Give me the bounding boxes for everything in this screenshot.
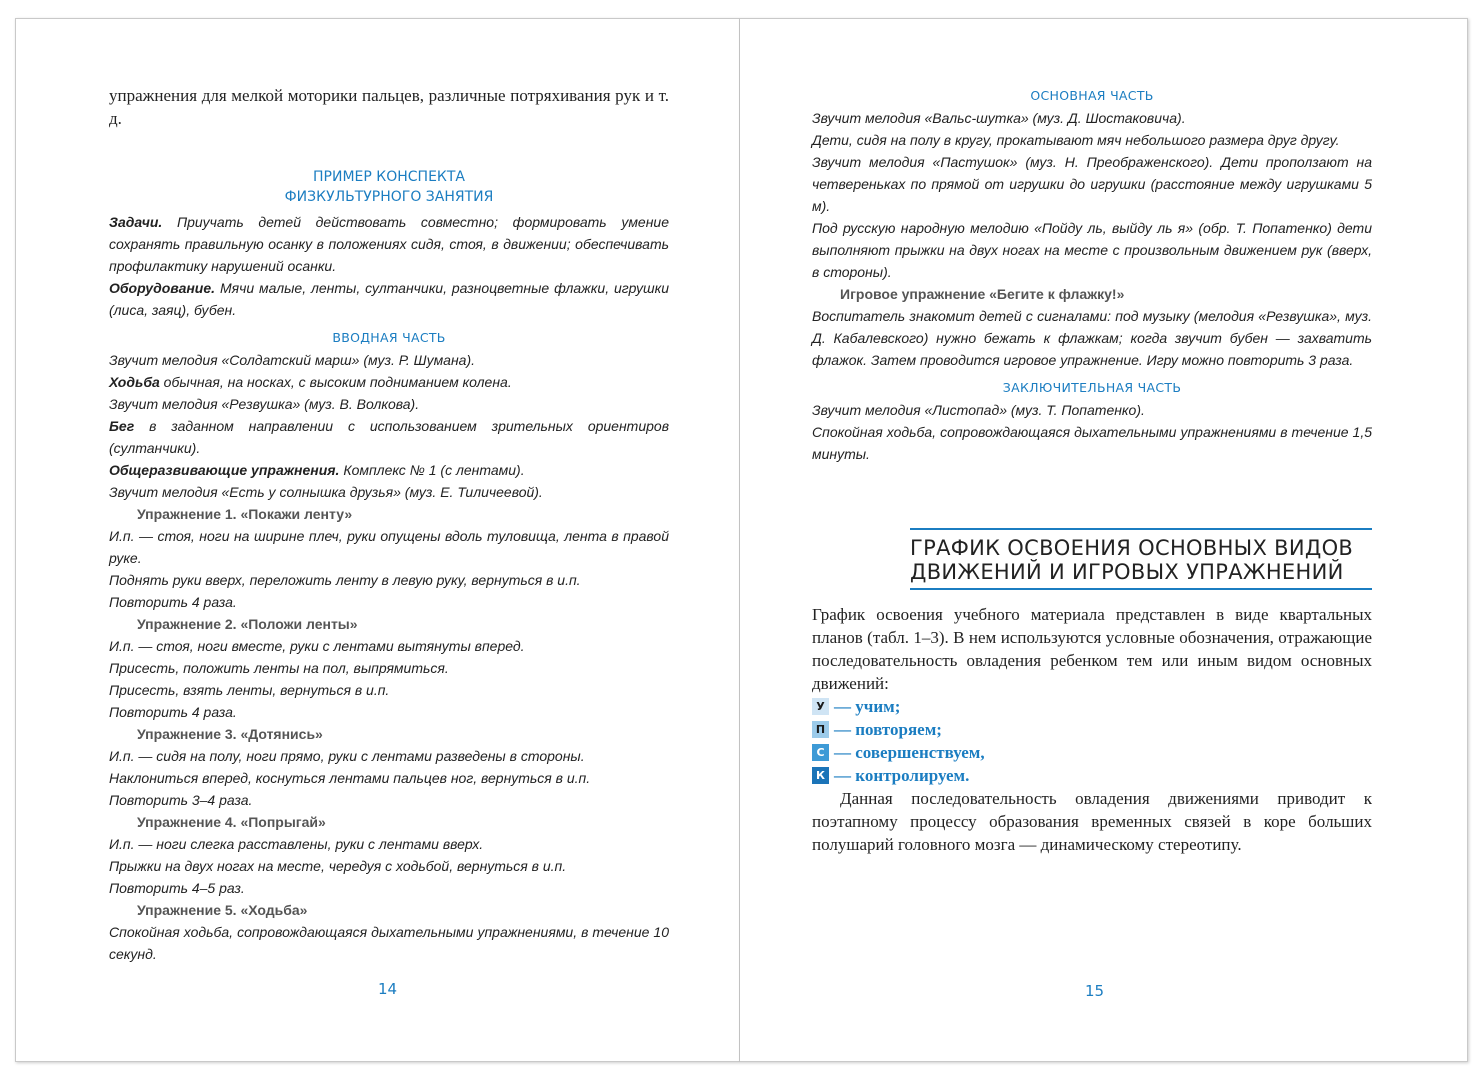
exercise-4-start: И.п. — ноги слегка расставлены, руки с лентами вверх. xyxy=(109,836,484,852)
exercise-5-title: Упражнение 5. «Ходьба» xyxy=(137,902,308,918)
walk-text: обычная, на носках, с высоким подниманием колена. xyxy=(163,374,512,390)
main-line-3: Звучит мелодия «Пастушок» (муз. Н. Преображенского). Дети проползают на четвереньках по прямой от игрушки до игрушки (расстояние между игрушками 5 м). xyxy=(812,154,1372,214)
tasks-text: Приучать детей действовать совместно; формировать умение сохранять правильную осанку в положениях сидя, стоя, в движении; обеспечивать профилактику нарушений осанки. xyxy=(109,214,669,274)
main-line-1: Звучит мелодия «Вальс-шутка» (муз. Д. Шостаковича). xyxy=(812,110,1186,126)
left-page-content xyxy=(109,84,669,965)
conclusion-paragraph: Данная последовательность овладения движениями приводит к поэтапному процессу образования временных связей в коре больших полушарий головного мозга — динамическому стереотипу. xyxy=(812,789,1372,854)
page-number-right: 15 xyxy=(1085,982,1105,1000)
exercise-2-action-2: Присесть, взять ленты, вернуться в и.п. xyxy=(109,682,390,698)
exercise-1-action: Поднять руки вверх, переложить ленту в левую руку, вернуться в и.п. xyxy=(109,572,581,588)
intro-paragraph: упражнения для мелкой моторики пальцев, различные потряхивания рук и т. д. xyxy=(109,86,669,128)
legend-item xyxy=(812,741,1372,764)
equipment-label: Оборудование. xyxy=(109,280,216,296)
main-line-2: Дети, сидя на полу в кругу, прокатывают мяч небольшого размера друг другу. xyxy=(812,132,1340,148)
exercise-1-start: И.п. — стоя, ноги на ширине плеч, руки опущены вдоль туловища, лента в правой руке. xyxy=(109,528,669,566)
legend-badge: К xyxy=(812,767,829,784)
main-line-5: Воспитатель знакомит детей с сигналами: под музыку (мелодия «Резвушка», муз. Д. Кабалевского) нужно бежать к флажкам; когда звучит бубен — захватить флажок. Затем проводится игровое упражнение. Игру можно повторить 3 раза. xyxy=(812,308,1372,368)
legend-text: — повторяем; xyxy=(834,720,942,739)
game-exercise-title: Игровое упражнение «Бегите к флажку!» xyxy=(840,286,1125,302)
legend-text: — учим; xyxy=(834,697,901,716)
intro-part-heading: ВВОДНАЯ ЧАСТЬ xyxy=(332,330,446,345)
right-page xyxy=(740,18,1468,1062)
intro-line-3: Звучит мелодия «Резвушка» (муз. В. Волкова). xyxy=(109,396,420,412)
legend-item xyxy=(812,695,1372,718)
equipment-paragraph xyxy=(109,277,669,321)
final-part-heading: ЗАКЛЮЧИТЕЛЬНАЯ ЧАСТЬ xyxy=(1002,380,1182,395)
walk-label: Ходьба xyxy=(109,374,160,390)
schedule-paragraph: График освоения учебного материала представлен в виде квартальных планов (табл. 1–3). В нем используются условные обозначения, отражающие последовательность овладения ребенком тем или иным видом основных движений: xyxy=(812,605,1372,693)
intro-line-1: Звучит мелодия «Солдатский марш» (муз. Р. Шумана). xyxy=(109,352,475,368)
exercise-2-repeat: Повторить 4 раза. xyxy=(109,704,237,720)
exercise-2-start: И.п. — стоя, ноги вместе, руки с лентами вытянуты вперед. xyxy=(109,638,525,654)
run-text: в заданном направлении с использованием зрительных ориентиров (султанчики). xyxy=(109,418,669,456)
walk-paragraph xyxy=(109,371,669,393)
run-paragraph xyxy=(109,415,669,459)
exercise-3-title: Упражнение 3. «Дотянись» xyxy=(137,726,323,742)
legend-list xyxy=(812,695,1372,787)
final-line-2: Спокойная ходьба, сопровождающаяся дыхательными упражнениями в течение 1,5 минуты. xyxy=(812,424,1372,462)
tasks-paragraph xyxy=(109,211,669,277)
tasks-label: Задачи. xyxy=(109,214,163,230)
exercise-3-repeat: Повторить 3–4 раза. xyxy=(109,792,253,808)
chapter-heading-line-1: ГРАФИК ОСВОЕНИЯ ОСНОВНЫХ ВИДОВ xyxy=(910,536,1354,560)
exercise-4-title: Упражнение 4. «Попрыгай» xyxy=(137,814,326,830)
lesson-heading-line-2: ФИЗКУЛЬТУРНОГО ЗАНЯТИЯ xyxy=(284,189,494,205)
legend-text: — контролируем. xyxy=(834,766,970,785)
final-line-1: Звучит мелодия «Листопад» (муз. Т. Попатенко). xyxy=(812,402,1145,418)
intro-line-6: Звучит мелодия «Есть у солнышка друзья» (муз. Е. Тиличеевой). xyxy=(109,484,543,500)
left-page xyxy=(15,18,740,1062)
exercise-3-start: И.п. — сидя на полу, ноги прямо, руки с лентами разведены в стороны. xyxy=(109,748,585,764)
main-part-heading: ОСНОВНАЯ ЧАСТЬ xyxy=(1030,88,1154,103)
legend-text: — совершенствуем, xyxy=(834,743,985,762)
exercise-1-repeat: Повторить 4 раза. xyxy=(109,594,237,610)
main-line-4: Под русскую народную мелодию «Пойду ль, выйду ль я» (обр. Т. Попатенко) дети выполняют прыжки на двух ногах на месте с произвольным движением рук (вверх, в стороны). xyxy=(812,220,1372,280)
exercise-2-title: Упражнение 2. «Положи ленты» xyxy=(137,616,358,632)
legend-item xyxy=(812,764,1372,787)
exercise-2-action-1: Присесть, положить ленты на пол, выпрямиться. xyxy=(109,660,449,676)
legend-badge: У xyxy=(812,698,829,715)
exercise-4-action: Прыжки на двух ногах на месте, чередуя с ходьбой, вернуться в и.п. xyxy=(109,858,567,874)
exercise-4-repeat: Повторить 4–5 раз. xyxy=(109,880,245,896)
general-exercises-text: Комплекс № 1 (с лентами). xyxy=(343,462,525,478)
general-exercises-paragraph xyxy=(109,459,669,481)
right-page-content xyxy=(812,85,1372,856)
exercise-3-action: Наклониться вперед, коснуться лентами пальцев ног, вернуться в и.п. xyxy=(109,770,591,786)
legend-badge: С xyxy=(812,744,829,761)
chapter-heading-line-2: ДВИЖЕНИЙ И ИГРОВЫХ УПРАЖНЕНИЙ xyxy=(910,560,1344,584)
run-label: Бег xyxy=(109,418,135,434)
chapter-heading xyxy=(910,528,1372,590)
exercise-1-title: Упражнение 1. «Покажи ленту» xyxy=(137,506,353,522)
general-exercises-label: Общеразвивающие упражнения. xyxy=(109,462,340,478)
legend-item xyxy=(812,718,1372,741)
exercise-5-text: Спокойная ходьба, сопровождающаяся дыхательными упражнениями, в течение 10 секунд. xyxy=(109,924,669,962)
legend-badge: П xyxy=(812,721,829,738)
page-number-left: 14 xyxy=(378,980,398,998)
equipment-text: Мячи малые, ленты, султанчики, разноцветные флажки, игрушки (лиса, заяц), бубен. xyxy=(109,280,669,318)
lesson-heading-line-1: ПРИМЕР КОНСПЕКТА xyxy=(313,169,465,185)
